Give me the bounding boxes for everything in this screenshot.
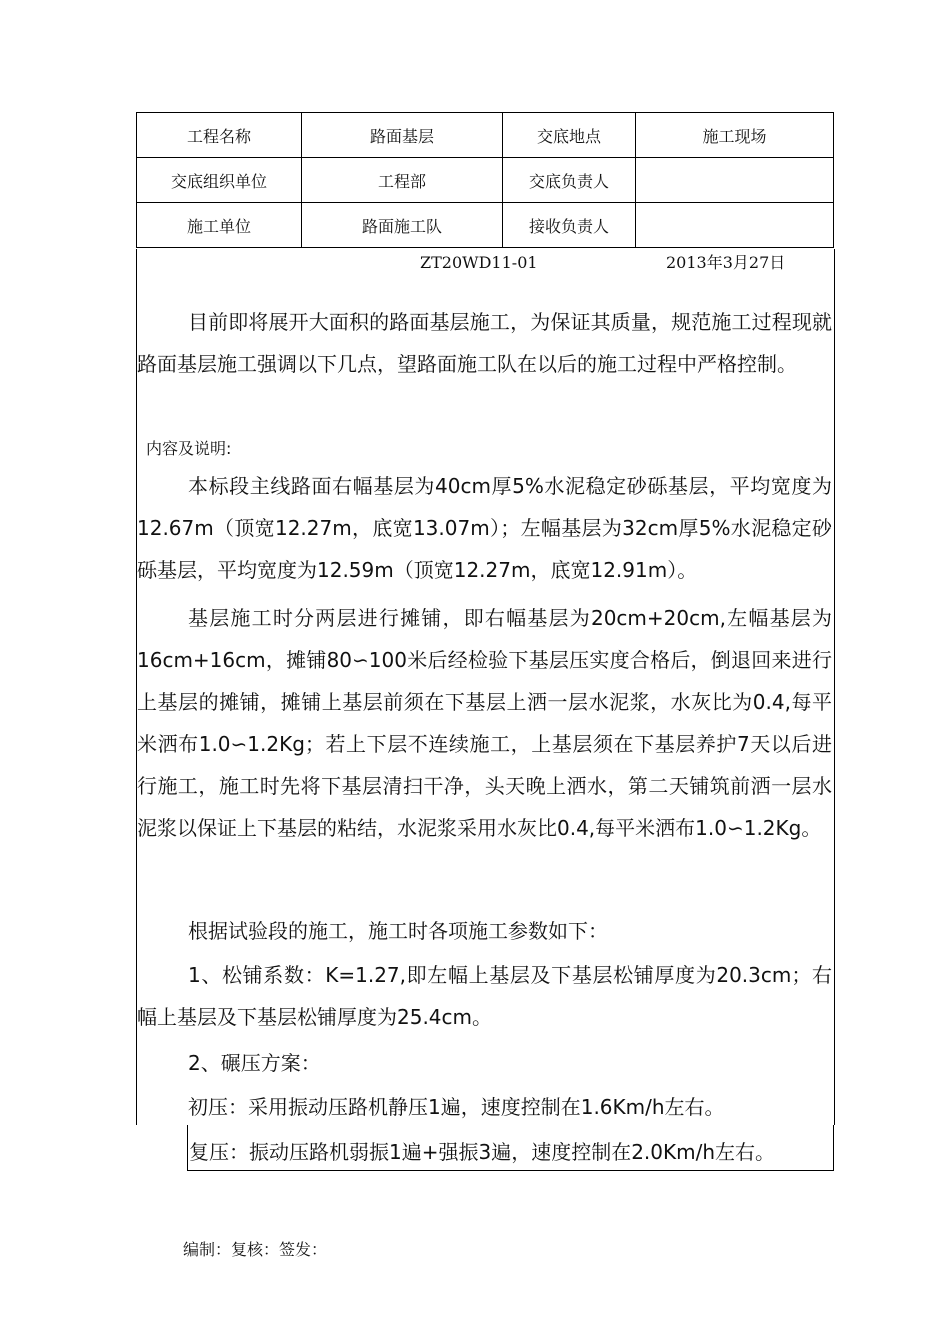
table-cell: 路面施工队 [302, 203, 503, 248]
table-cell: 施工单位 [137, 203, 302, 248]
table-cell: 交底负责人 [503, 158, 636, 203]
paragraph-initial-rolling: 初压：采用振动压路机静压1遍，速度控制在1.6Km/h左右。 [188, 1095, 725, 1119]
table-row [137, 203, 834, 248]
paragraph-loose-coefficient: 1、松铺系数：K=1.27,即左幅上基层及下基层松铺厚度为20.3cm；右幅上基层及下基层松铺厚度为25.4cm。 [137, 963, 832, 1029]
document-code: ZT20WD11-01 [420, 253, 538, 272]
paragraph-params-intro: 根据试验段的施工，施工时各项施工参数如下： [188, 919, 608, 943]
table-row [137, 158, 834, 203]
table-cell: 工程名称 [137, 113, 302, 158]
signature-line: 编制：复核：签发： [183, 1240, 328, 1259]
content-label: 内容及说明: [146, 439, 232, 458]
document-date: 2013年3月27日 [666, 253, 786, 272]
paragraph-rolling-plan: 2、碾压方案： [188, 1051, 321, 1075]
paragraph-re-rolling: 复压：振动压路机弱振1遍+强振3遍，速度控制在2.0Km/h左右。 [189, 1140, 776, 1164]
table-cell [636, 203, 834, 248]
intro-paragraph: 目前即将展开大面积的路面基层施工，为保证其质量，规范施工过程现就路面基层施工强调以下几点，望路面施工队在以后的施工过程中严格控制。 [137, 310, 832, 376]
paragraph-paving: 基层施工时分两层进行摊铺，即右幅基层为20cm+20cm,左幅基层为16cm+16cm，摊铺80∽100米后经检验下基层压实度合格后，倒退回来进行上基层的摊铺，摊铺上基层前须在下基层上洒一层水泥浆，水灰比为0.4,每平米洒布1.0∽1.2Kg；若上下层不连续施工，上基层须在下基层养护7天以后进行施工，施工时先将下基层清扫干净，头天晚上洒水，第二天铺筑前洒一层水泥浆以保证上下基层的粘结，水泥浆采用水灰比0.4,每平米洒布1.0∽1.2Kg。 [137, 606, 832, 840]
table-row [137, 113, 834, 158]
paragraph-base-layer: 本标段主线路面右幅基层为40cm厚5%水泥稳定砂砾基层，平均宽度为12.67m（顶宽12.27m，底宽13.07m）；左幅基层为32cm厚5%水泥稳定砂砾基层，平均宽度为12.59m（顶宽12.27m，底宽12.91m）。 [137, 474, 832, 582]
table-cell: 交底组织单位 [137, 158, 302, 203]
table-cell: 路面基层 [302, 113, 503, 158]
table-cell: 工程部 [302, 158, 503, 203]
table-cell: 交底地点 [503, 113, 636, 158]
table-cell: 施工现场 [636, 113, 834, 158]
table-cell: 接收负责人 [503, 203, 636, 248]
table-cell [636, 158, 834, 203]
info-table [136, 112, 834, 248]
